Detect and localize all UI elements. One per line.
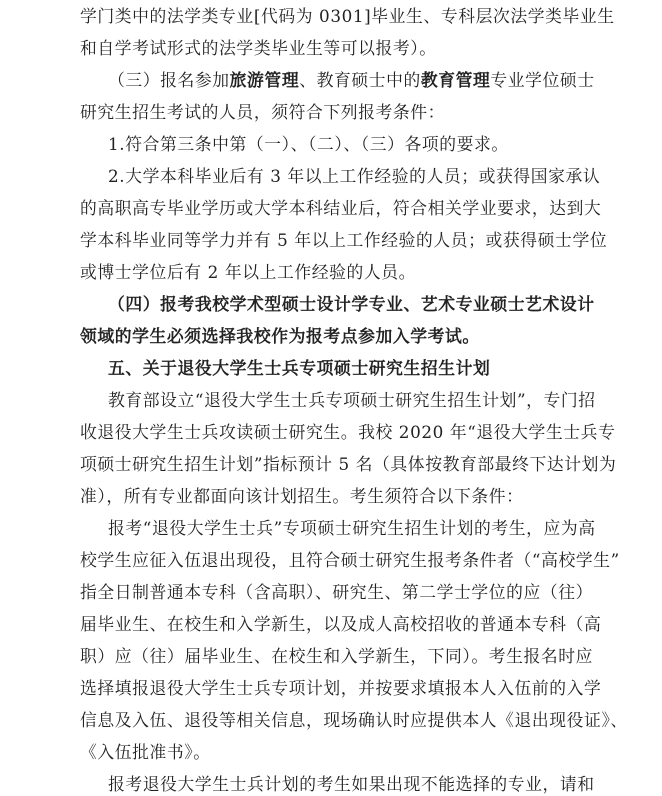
paragraph-line: 学门类中的法学类专业[代码为 0301]毕业生、专科层次法学类毕业生 xyxy=(80,6,615,26)
paragraph-line: 届毕业生、在校生和入学新生，以及成人高校招收的普通本专科（高 xyxy=(80,614,602,634)
paragraph-line: 教育部设立“退役大学生士兵专项硕士研究生招生计划”，专门招 xyxy=(108,390,596,410)
bold-paragraph-four: （四）报考我校学术型硕士设计学专业、艺术专业硕士艺术设计 xyxy=(108,294,595,314)
paragraph-line: 选择填报退役大学生士兵专项计划，并按要求填报本人入伍前的入学 xyxy=(80,678,602,698)
paragraph-line: 的高职高专毕业学历或大学本科结业后，符合相关学业要求，达到大 xyxy=(80,198,602,218)
bold-term-education-management: 教育管理 xyxy=(420,70,491,90)
list-item-2: 2.大学本科毕业后有 3 年以上工作经验的人员；或获得国家承认 xyxy=(108,166,601,186)
text-segment: 、教育硕士中的 xyxy=(299,70,421,90)
paragraph-line: 指全日制普通本专科（含高职）、研究生、第二学士学位的应（往） xyxy=(80,582,594,602)
paragraph-line: 信息及入伍、退役等相关信息，现场确认时应提供本人《退出现役证》、 xyxy=(80,710,628,730)
paragraph-line: 报考“退役大学生士兵”专项硕士研究生招生计划的考生，应为高 xyxy=(108,518,596,538)
paragraph-line-three xyxy=(108,68,595,92)
paragraph-line: 项硕士研究生招生计划”指标预计 5 名（具体按教育部最终下达计划为 xyxy=(80,454,617,474)
paragraph-line: 校学生应征入伍退出现役，且符合硕士研究生报考条件者（“高校学生” xyxy=(80,550,620,570)
bold-term-tourism-management: 旅游管理 xyxy=(229,70,300,90)
paragraph-line: 学本科毕业同等学力并有 5 年以上工作经验的人员；或获得硕士学位 xyxy=(80,230,608,250)
paragraph-line: 报考退役大学生士兵计划的考生如果出现不能选择的专业，请和 xyxy=(108,774,595,794)
text-segment: 专业学位硕士 xyxy=(490,70,595,90)
bold-paragraph-four-cont: 领域的学生必须选择我校作为报考点参加入学考试。 xyxy=(80,326,480,346)
paragraph-line: 研究生招生考试的人员，须符合下列报考条件： xyxy=(80,102,446,122)
text-segment: （三）报名参加 xyxy=(108,70,230,90)
paragraph-line: 准），所有专业都面向该计划招生。考生须符合以下条件： xyxy=(80,486,524,506)
paragraph-line: 和自学考试形式的法学类毕业生等可以报考）。 xyxy=(80,38,437,58)
list-item-1: 1.符合第三条中第（一）、（二）、（三）各项的要求。 xyxy=(108,134,509,154)
section-heading-five: 五、关于退役大学生士兵专项硕士研究生招生计划 xyxy=(108,358,491,378)
paragraph-line: 收退役大学生士兵攻读硕士研究生。我校 2020 年“退役大学生士兵专 xyxy=(80,422,616,442)
paragraph-line: 《入伍批准书》。 xyxy=(80,742,211,762)
paragraph-line: 职）应（往）届毕业生、在校生和入学新生，下同）。考生报名时应 xyxy=(80,646,594,666)
paragraph-line: 或博士学位后有 2 年以上工作经验的人员。 xyxy=(80,262,417,282)
